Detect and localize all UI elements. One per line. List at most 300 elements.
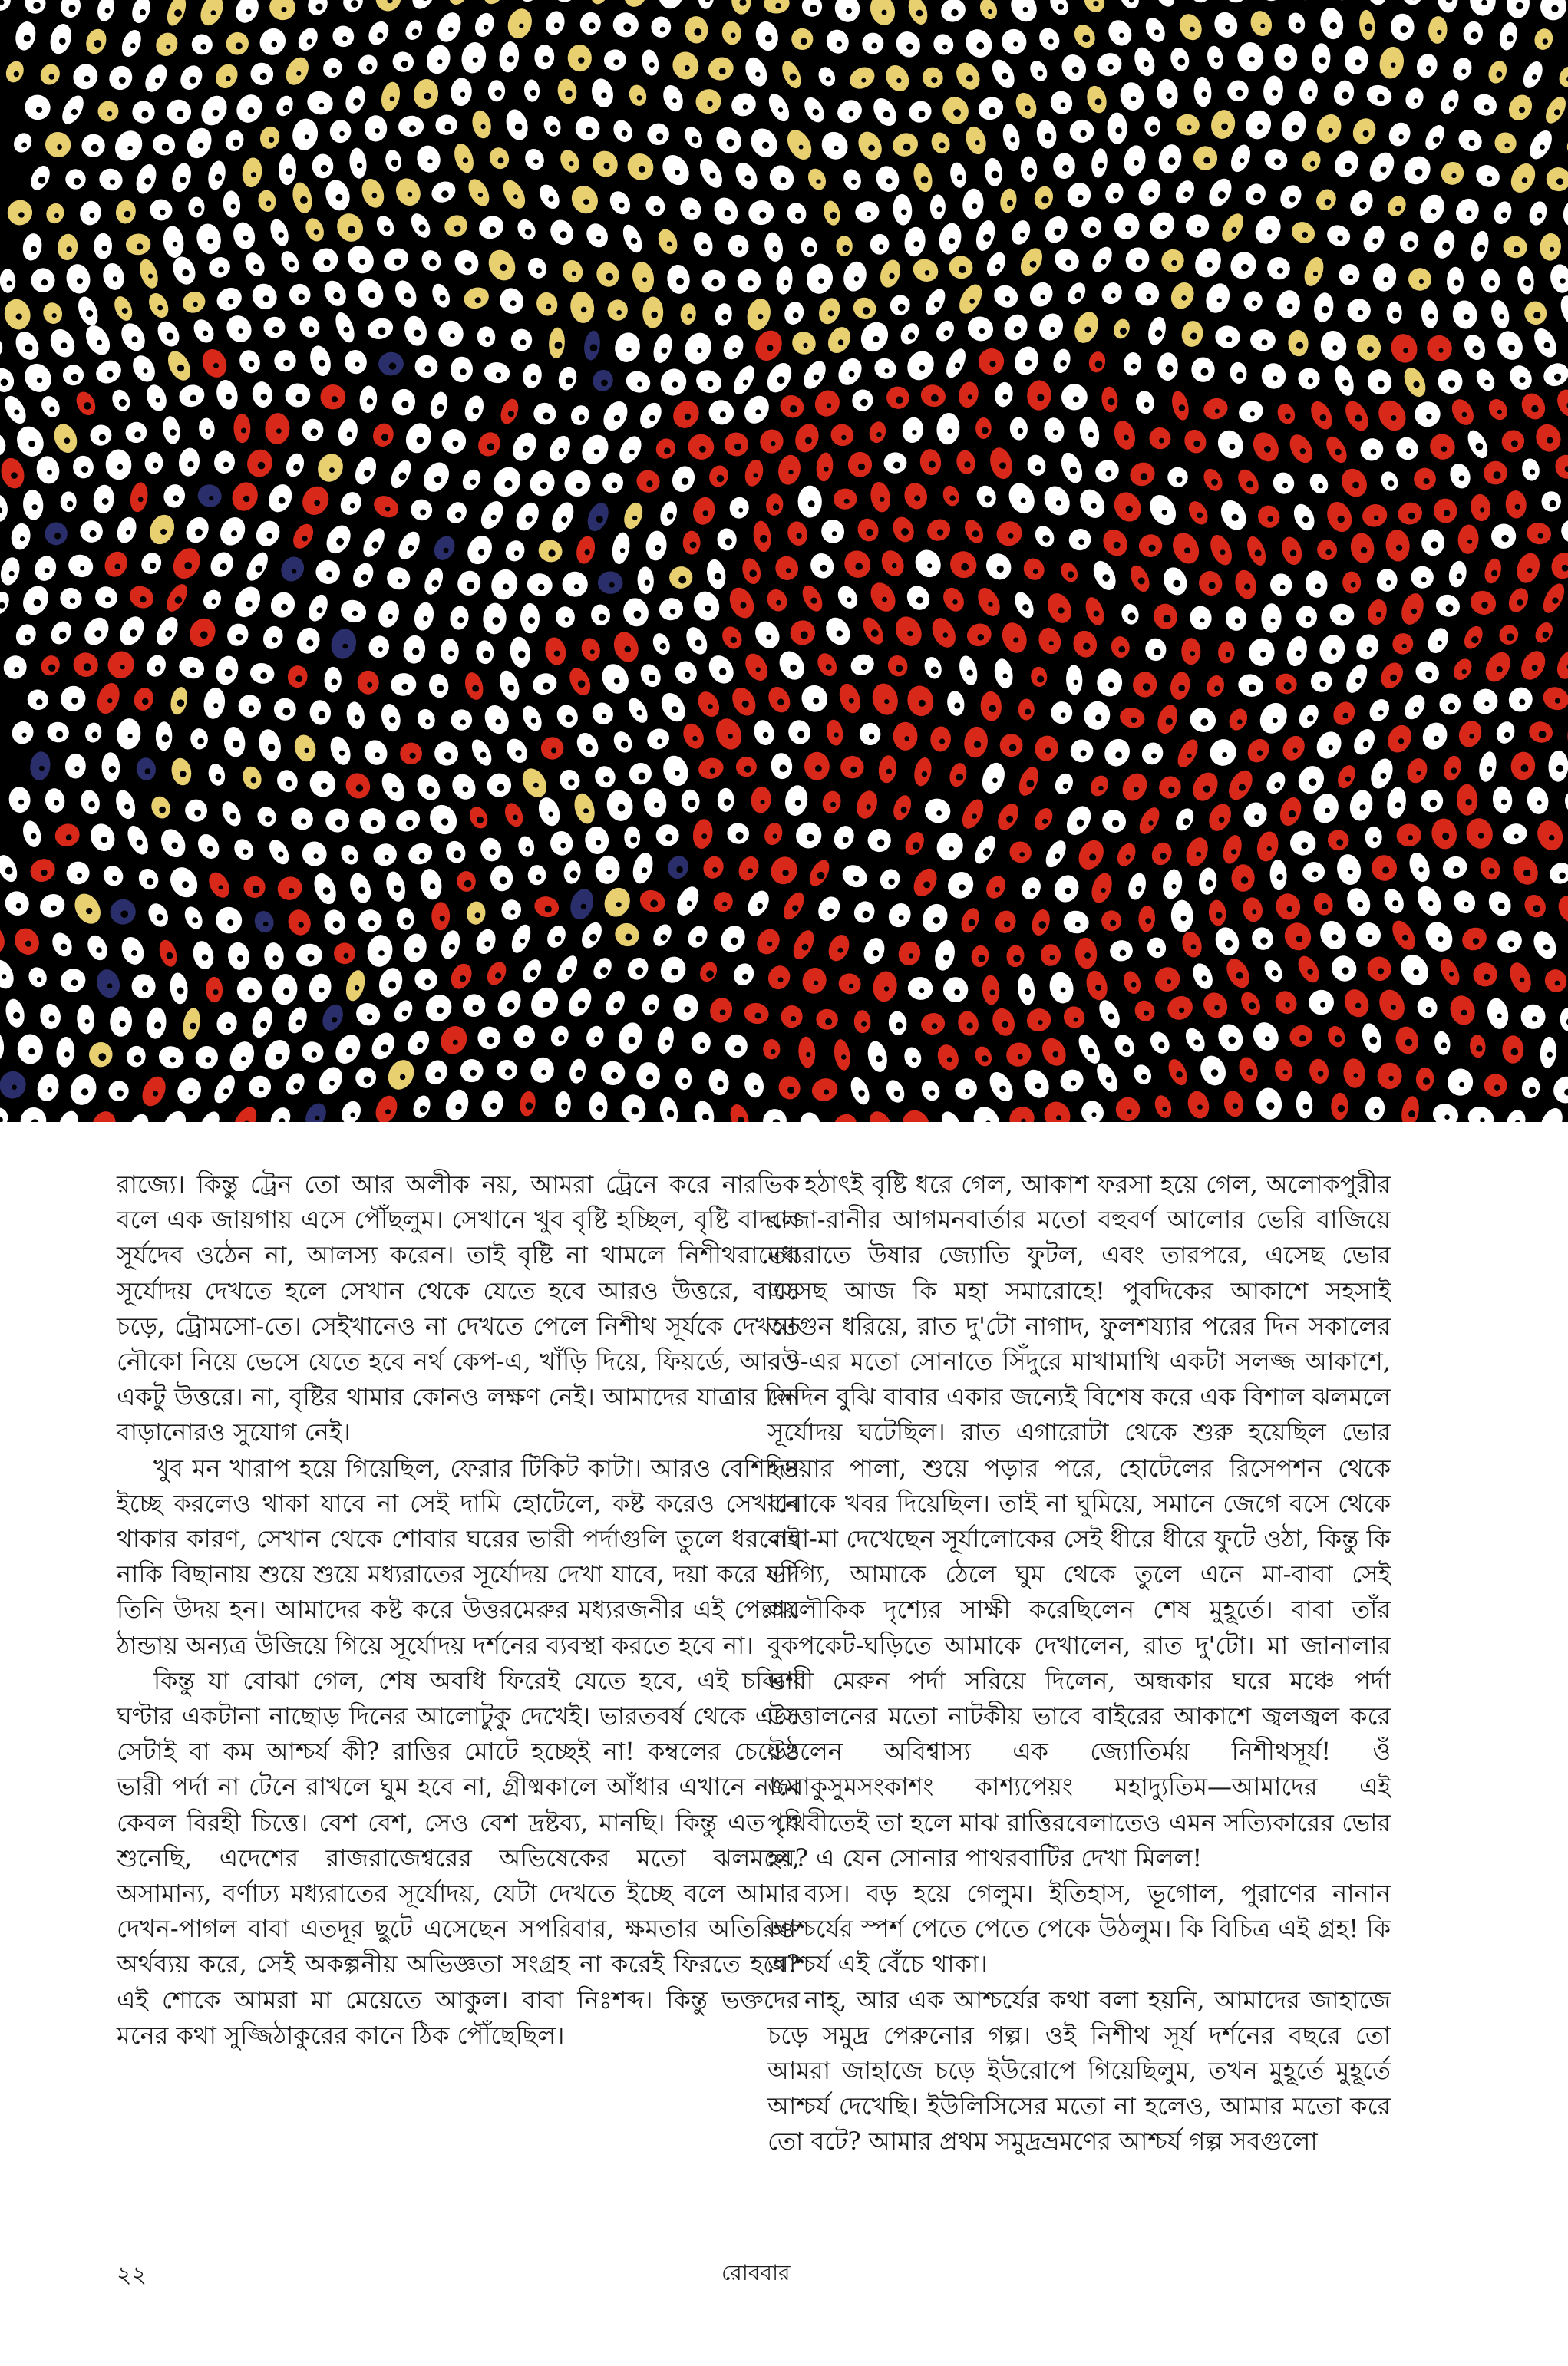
pattern-hole bbox=[364, 1076, 371, 1084]
pattern-hole bbox=[477, 817, 484, 823]
pattern-hole bbox=[246, 601, 252, 607]
pattern-hole bbox=[541, 1070, 546, 1075]
pattern-hole bbox=[177, 699, 185, 707]
pattern-hole bbox=[1292, 748, 1297, 753]
pattern-hole bbox=[1434, 736, 1439, 741]
pattern-hole bbox=[1351, 582, 1356, 588]
pattern-hole bbox=[156, 398, 160, 402]
pattern-hole bbox=[989, 705, 996, 712]
pattern-hole bbox=[54, 213, 59, 218]
pattern-hole bbox=[531, 375, 537, 381]
pattern-hole bbox=[1267, 846, 1272, 851]
pattern-hole bbox=[790, 405, 797, 413]
pattern-hole bbox=[841, 435, 847, 441]
pattern-hole bbox=[1141, 1074, 1147, 1080]
pattern-hole bbox=[99, 434, 106, 441]
pattern-hole bbox=[1183, 818, 1190, 825]
pattern-hole bbox=[682, 478, 688, 485]
pattern-hole bbox=[1037, 675, 1044, 682]
pattern-hole bbox=[572, 272, 576, 276]
pattern-hole bbox=[1026, 780, 1034, 787]
pattern-hole bbox=[59, 632, 67, 639]
pattern-hole bbox=[128, 734, 133, 738]
pattern-hole bbox=[485, 337, 490, 342]
pattern-hole bbox=[576, 483, 583, 489]
pattern-hole bbox=[1425, 672, 1432, 678]
pattern-hole bbox=[1355, 59, 1361, 65]
pattern-hole bbox=[578, 680, 586, 688]
pattern-hole bbox=[484, 941, 490, 946]
pattern-hole bbox=[514, 550, 520, 556]
pattern-hole bbox=[1158, 1042, 1164, 1048]
pattern-hole bbox=[923, 882, 930, 889]
pattern-hole bbox=[202, 954, 208, 960]
pattern-hole bbox=[1538, 533, 1543, 539]
pattern-hole bbox=[1332, 934, 1339, 941]
pattern-hole bbox=[791, 1016, 796, 1021]
pattern-hole bbox=[1025, 105, 1030, 111]
pattern-hole bbox=[1453, 866, 1460, 873]
pattern-hole bbox=[898, 304, 906, 312]
pattern-hole bbox=[1179, 1008, 1184, 1013]
pattern-hole bbox=[432, 580, 439, 587]
pattern-hole bbox=[1201, 368, 1209, 376]
pattern-hole bbox=[560, 231, 567, 238]
pattern-hole bbox=[490, 849, 496, 855]
pattern-hole bbox=[922, 771, 927, 777]
pattern-hole bbox=[999, 1086, 1005, 1092]
pattern-hole bbox=[1025, 360, 1032, 367]
pattern-hole bbox=[1025, 988, 1031, 995]
pattern-hole bbox=[1214, 58, 1220, 63]
pattern-hole bbox=[444, 752, 451, 759]
pattern-hole bbox=[992, 171, 999, 179]
pattern-hole bbox=[1095, 98, 1102, 105]
pattern-hole bbox=[1088, 1048, 1094, 1055]
pattern-hole bbox=[61, 342, 67, 348]
pattern-hole bbox=[1507, 633, 1514, 641]
pattern-hole bbox=[314, 229, 319, 235]
pattern-hole bbox=[717, 475, 725, 483]
pattern-hole bbox=[455, 512, 461, 518]
pattern-hole bbox=[867, 212, 871, 216]
pattern-hole bbox=[1106, 1077, 1112, 1083]
pattern-hole bbox=[1002, 394, 1008, 400]
pattern-hole bbox=[916, 597, 923, 604]
pattern-hole bbox=[1120, 950, 1126, 956]
pattern-hole bbox=[140, 596, 146, 602]
pattern-hole bbox=[533, 159, 539, 164]
pattern-hole bbox=[120, 910, 128, 918]
pattern-hole bbox=[1056, 500, 1061, 506]
pattern-hole bbox=[1179, 404, 1186, 411]
pattern-hole bbox=[849, 698, 854, 704]
pattern-hole bbox=[14, 410, 19, 415]
pattern-hole bbox=[824, 1089, 829, 1094]
pattern-hole bbox=[742, 701, 749, 708]
pattern-hole bbox=[150, 563, 156, 569]
pattern-hole bbox=[797, 731, 804, 738]
pattern-hole bbox=[1508, 941, 1514, 947]
pattern-hole bbox=[817, 872, 825, 879]
pattern-hole bbox=[1318, 483, 1323, 489]
pattern-hole bbox=[1207, 262, 1212, 268]
pattern-hole bbox=[1176, 1071, 1183, 1078]
pattern-hole bbox=[796, 533, 801, 539]
pattern-hole bbox=[936, 810, 942, 816]
pattern-hole bbox=[1554, 374, 1561, 381]
pattern-hole bbox=[496, 372, 501, 378]
pattern-hole bbox=[660, 27, 665, 32]
pattern-hole bbox=[137, 840, 143, 846]
pattern-hole bbox=[765, 35, 772, 42]
pattern-hole bbox=[906, 44, 913, 50]
pattern-hole bbox=[350, 503, 355, 509]
pattern-hole bbox=[54, 800, 59, 805]
pattern-hole bbox=[1150, 125, 1158, 133]
pattern-hole bbox=[1489, 280, 1495, 286]
pattern-hole bbox=[706, 970, 714, 978]
pattern-hole bbox=[25, 635, 31, 641]
pattern-hole bbox=[1221, 124, 1228, 130]
pattern-hole bbox=[1098, 786, 1104, 791]
pattern-hole bbox=[1523, 870, 1530, 876]
pattern-hole bbox=[1065, 888, 1071, 895]
pattern-hole bbox=[472, 685, 479, 692]
pattern-hole bbox=[124, 804, 130, 810]
pattern-hole bbox=[518, 651, 526, 658]
pattern-hole bbox=[331, 68, 337, 74]
pattern-hole bbox=[1289, 196, 1296, 202]
pattern-hole bbox=[1559, 873, 1566, 879]
pattern-hole bbox=[1166, 718, 1173, 725]
pattern-hole bbox=[408, 545, 414, 551]
pattern-hole bbox=[1257, 124, 1263, 130]
pattern-hole bbox=[251, 172, 256, 177]
pattern-hole bbox=[49, 74, 55, 80]
pattern-hole bbox=[771, 441, 775, 446]
pattern-hole bbox=[720, 1010, 726, 1016]
pattern-hole bbox=[1229, 444, 1235, 450]
pattern-hole bbox=[296, 71, 301, 76]
pattern-hole bbox=[612, 482, 618, 488]
pattern-hole bbox=[1473, 938, 1479, 944]
pattern-hole bbox=[1451, 767, 1457, 774]
pattern-hole bbox=[1560, 278, 1566, 284]
pattern-hole bbox=[884, 368, 889, 373]
pattern-hole bbox=[305, 134, 309, 139]
pattern-hole bbox=[1543, 342, 1550, 348]
pattern-hole bbox=[538, 584, 544, 590]
pattern-hole bbox=[766, 635, 771, 640]
pattern-hole bbox=[776, 600, 781, 606]
pattern-hole bbox=[424, 93, 431, 100]
pattern-hole bbox=[268, 744, 275, 751]
pattern-hole bbox=[200, 631, 208, 639]
pattern-hole bbox=[1173, 580, 1180, 588]
pattern-hole bbox=[1231, 849, 1236, 854]
pattern-hole bbox=[1476, 1045, 1482, 1051]
pattern-hole bbox=[263, 295, 269, 302]
pattern-hole bbox=[1296, 936, 1303, 942]
pattern-hole bbox=[882, 10, 887, 15]
pattern-hole bbox=[18, 800, 24, 805]
pattern-hole bbox=[1098, 163, 1104, 169]
pattern-hole bbox=[120, 665, 125, 669]
pattern-hole bbox=[978, 955, 985, 962]
pattern-hole bbox=[667, 242, 672, 247]
pattern-hole bbox=[48, 665, 55, 672]
pattern-hole bbox=[1042, 819, 1048, 824]
pattern-hole bbox=[1533, 312, 1540, 318]
pattern-hole bbox=[968, 394, 972, 399]
pattern-hole bbox=[1377, 94, 1384, 101]
pattern-hole bbox=[454, 850, 461, 858]
pattern-hole bbox=[555, 936, 562, 942]
pattern-hole bbox=[886, 178, 893, 184]
pattern-hole bbox=[754, 1085, 758, 1090]
pattern-hole bbox=[523, 446, 530, 453]
pattern-hole bbox=[173, 495, 179, 501]
pattern-hole bbox=[472, 1005, 479, 1011]
pattern-hole bbox=[613, 59, 619, 65]
pattern-hole bbox=[732, 347, 737, 351]
pattern-hole bbox=[1187, 125, 1192, 130]
pattern-hole bbox=[995, 887, 1000, 893]
pattern-hole bbox=[724, 799, 731, 806]
pattern-hole bbox=[503, 584, 509, 590]
pattern-hole bbox=[1060, 360, 1066, 366]
pattern-hole bbox=[1115, 751, 1122, 758]
pattern-hole bbox=[1360, 804, 1366, 810]
pattern-hole bbox=[460, 719, 466, 724]
pattern-hole bbox=[1110, 920, 1116, 926]
pattern-hole bbox=[675, 170, 680, 175]
pattern-hole bbox=[767, 942, 773, 947]
pattern-hole bbox=[1240, 158, 1245, 163]
pattern-hole bbox=[1442, 833, 1449, 840]
pattern-hole bbox=[824, 467, 828, 471]
hero-artwork bbox=[0, 0, 1568, 1122]
pattern-hole bbox=[1260, 24, 1265, 28]
pattern-hole bbox=[1197, 513, 1203, 519]
pattern-hole bbox=[1308, 378, 1313, 384]
pattern-hole bbox=[1320, 1002, 1325, 1008]
pattern-hole bbox=[1190, 27, 1195, 32]
pattern-hole bbox=[861, 665, 867, 671]
pattern-hole bbox=[515, 124, 523, 131]
pattern-hole bbox=[1461, 69, 1467, 74]
pattern-hole bbox=[1413, 381, 1419, 388]
pattern-hole bbox=[1253, 193, 1261, 200]
pattern-hole bbox=[667, 513, 674, 520]
pattern-hole bbox=[1013, 955, 1021, 962]
pattern-hole bbox=[983, 234, 991, 242]
pattern-hole bbox=[49, 407, 54, 412]
pattern-hole bbox=[1378, 710, 1383, 714]
pattern-hole bbox=[1501, 212, 1507, 218]
pattern-hole bbox=[500, 876, 507, 884]
pattern-hole bbox=[282, 7, 287, 12]
pattern-hole bbox=[286, 168, 292, 175]
pattern-hole bbox=[1273, 718, 1278, 723]
pattern-hole bbox=[1414, 98, 1418, 103]
pattern-hole bbox=[717, 1081, 723, 1087]
pattern-hole bbox=[777, 376, 785, 384]
pattern-hole bbox=[1373, 837, 1378, 842]
pattern-hole bbox=[664, 447, 671, 454]
pattern-hole bbox=[180, 177, 187, 183]
pattern-hole bbox=[947, 1057, 952, 1062]
pattern-hole bbox=[1521, 764, 1529, 772]
pattern-hole bbox=[837, 631, 843, 637]
pattern-hole bbox=[908, 332, 915, 339]
pattern-hole bbox=[394, 259, 401, 266]
pattern-hole bbox=[25, 941, 31, 947]
pattern-hole bbox=[1301, 842, 1308, 849]
pattern-hole bbox=[1537, 213, 1542, 219]
pattern-hole bbox=[850, 767, 857, 773]
pattern-hole bbox=[719, 668, 726, 675]
pattern-hole bbox=[949, 846, 954, 851]
pattern-hole bbox=[1252, 909, 1256, 914]
pattern-hole bbox=[1388, 480, 1395, 487]
pattern-hole bbox=[810, 598, 817, 604]
pattern-hole bbox=[440, 916, 445, 921]
paragraph: ব্যস। বড় হয়ে গেলুম। ইতিহাস, ভূগোল, পুরাণের নানান আশ্চর্যের স্পর্শ পেতে পেতে পেকে উঠলুম। কি বিচিত্র এই গ্রহ! কি আশ্চর্য এই বেঁচে থাকা। bbox=[767, 1879, 1391, 1979]
pattern-hole bbox=[263, 922, 269, 927]
pattern-hole bbox=[863, 307, 870, 315]
pattern-hole bbox=[473, 58, 478, 63]
pattern-hole bbox=[452, 441, 458, 447]
pattern-hole bbox=[651, 312, 658, 318]
pattern-hole bbox=[1322, 903, 1328, 909]
pattern-hole bbox=[1068, 571, 1074, 578]
pattern-hole bbox=[778, 977, 784, 982]
pattern-hole bbox=[861, 1021, 867, 1027]
pattern-hole bbox=[1484, 104, 1489, 110]
pattern-hole bbox=[1267, 516, 1273, 522]
pattern-hole bbox=[695, 639, 701, 646]
pattern-hole bbox=[1014, 326, 1021, 333]
pattern-hole bbox=[685, 672, 690, 678]
pattern-hole bbox=[901, 807, 907, 813]
pattern-hole bbox=[934, 302, 940, 308]
pattern-hole bbox=[756, 667, 761, 672]
pattern-hole bbox=[1444, 1114, 1450, 1120]
pattern-hole bbox=[493, 617, 500, 625]
pattern-hole bbox=[523, 1036, 529, 1042]
pattern-hole bbox=[1007, 200, 1013, 206]
pattern-hole bbox=[1306, 616, 1312, 622]
pattern-hole bbox=[1441, 446, 1448, 452]
pattern-hole bbox=[1131, 982, 1137, 988]
pattern-hole bbox=[84, 1019, 89, 1024]
pattern-hole bbox=[448, 27, 453, 31]
pattern-hole bbox=[760, 212, 767, 219]
pattern-hole bbox=[1511, 440, 1518, 447]
pattern-hole bbox=[988, 9, 992, 14]
pattern-hole bbox=[834, 146, 839, 150]
pattern-hole bbox=[672, 381, 678, 388]
pattern-hole bbox=[1217, 298, 1222, 302]
pattern-hole bbox=[56, 731, 63, 738]
pattern-hole bbox=[882, 597, 887, 602]
pattern-hole bbox=[463, 787, 468, 792]
pattern-hole bbox=[1053, 430, 1058, 435]
pattern-hole bbox=[685, 65, 690, 71]
pattern-hole bbox=[1038, 921, 1046, 929]
pattern-hole bbox=[1050, 955, 1055, 960]
pattern-hole bbox=[827, 909, 834, 915]
pattern-hole bbox=[1421, 577, 1427, 582]
pattern-hole bbox=[792, 905, 798, 911]
pattern-hole bbox=[566, 715, 573, 723]
pattern-hole bbox=[231, 530, 237, 536]
pattern-hole bbox=[1403, 348, 1408, 354]
pattern-hole bbox=[120, 1021, 126, 1027]
pattern-hole bbox=[525, 229, 532, 236]
pattern-hole bbox=[1530, 469, 1535, 474]
pattern-hole bbox=[649, 675, 655, 681]
pattern-hole bbox=[1361, 547, 1367, 553]
pattern-hole bbox=[1287, 304, 1292, 309]
pattern-hole bbox=[786, 568, 791, 573]
pattern-hole bbox=[301, 819, 306, 824]
pattern-hole bbox=[649, 415, 655, 421]
pattern-hole bbox=[47, 1087, 51, 1092]
pattern-hole bbox=[1533, 905, 1540, 912]
pattern-hole bbox=[429, 259, 437, 267]
pattern-hole bbox=[437, 685, 444, 691]
pattern-hole bbox=[869, 734, 874, 739]
pattern-hole bbox=[381, 434, 388, 441]
pattern-hole bbox=[1464, 314, 1470, 320]
pattern-hole bbox=[912, 1058, 917, 1063]
pattern-hole bbox=[1061, 102, 1066, 107]
pattern-hole bbox=[448, 651, 454, 656]
pattern-hole bbox=[609, 582, 615, 588]
pattern-hole bbox=[475, 297, 481, 303]
pattern-hole bbox=[460, 92, 465, 97]
pattern-hole bbox=[701, 243, 708, 249]
pattern-hole bbox=[788, 470, 793, 474]
pattern-hole bbox=[437, 404, 444, 411]
pattern-hole bbox=[710, 173, 716, 179]
pattern-hole bbox=[1089, 853, 1096, 860]
pattern-hole bbox=[1004, 921, 1010, 927]
pattern-hole bbox=[753, 473, 758, 477]
pattern-hole bbox=[1033, 569, 1038, 574]
pattern-hole bbox=[236, 634, 243, 641]
pattern-hole bbox=[154, 1022, 161, 1029]
pattern-hole bbox=[561, 1104, 568, 1110]
pattern-hole bbox=[180, 771, 187, 777]
pattern-hole bbox=[826, 77, 831, 82]
pattern-hole bbox=[1516, 2, 1523, 10]
pattern-hole bbox=[367, 1014, 372, 1019]
pattern-hole bbox=[441, 190, 448, 197]
pattern-hole bbox=[744, 175, 751, 181]
pattern-hole bbox=[507, 56, 514, 63]
pattern-hole bbox=[401, 401, 408, 408]
pattern-hole bbox=[198, 143, 203, 148]
pattern-hole bbox=[417, 437, 424, 444]
pattern-hole bbox=[96, 947, 101, 952]
pattern-hole bbox=[600, 967, 608, 975]
pattern-hole bbox=[672, 706, 678, 713]
pattern-hole bbox=[1374, 1108, 1380, 1114]
